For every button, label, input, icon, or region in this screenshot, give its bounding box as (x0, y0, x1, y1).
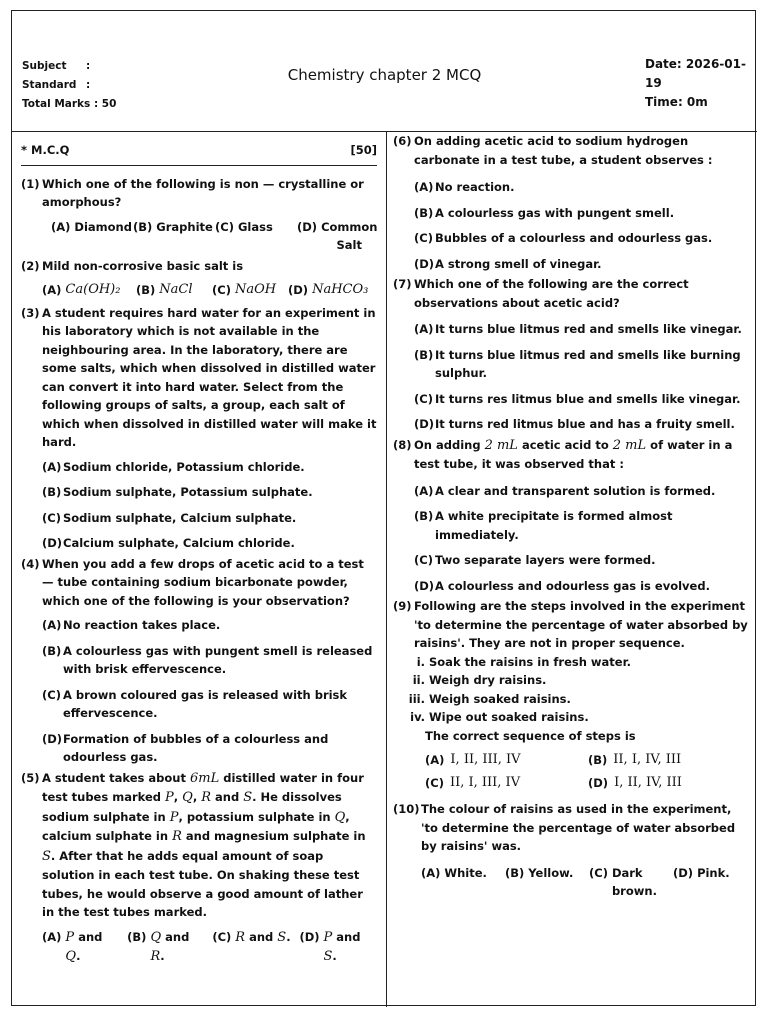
question-text: When you add a few drops of acetic acid to a test — tube containing sodium bicarbonate powder, which one of the following is your observation? (42, 556, 364, 608)
option[interactable]: (B) Graphite (133, 219, 213, 234)
option[interactable]: (C) It turns res litmus blue and smells like vinegar. (414, 391, 741, 406)
question-6 (393, 132, 751, 169)
question-5 (21, 769, 377, 922)
step-item: iv. Wipe out soaked raisins. (410, 710, 589, 724)
paper-date-time (645, 55, 755, 112)
section-title: * M.C.Q (21, 143, 70, 157)
option[interactable]: (A) A clear and transparent solution is formed. (414, 483, 716, 498)
question-number: (1) (21, 176, 40, 191)
step-item: ii. Weigh dry raisins. (412, 673, 547, 687)
question-text: The colour of raisins as used in the experiment, 'to determine the percentage of water absorbed by raisins' was. (421, 802, 736, 853)
option[interactable]: (C) Glass (215, 219, 273, 234)
option[interactable]: (A) Ca(OH)₂ (42, 282, 121, 297)
question-text: Following are the steps involved in the experiment 'to determine the percentage of water absorbed by raisins'. They are not in proper sequence. (414, 599, 748, 650)
question-number: (4) (21, 556, 40, 571)
question-number: (6) (393, 134, 412, 148)
option[interactable]: (D) Calcium sulphate, Calcium chloride. (42, 536, 295, 550)
option[interactable]: (D) It turns red litmus blue and has a fruity smell. (414, 417, 735, 431)
option[interactable]: (C) A brown coloured gas is released with brisk effervescence. (42, 687, 348, 720)
question-1 (21, 175, 377, 212)
option[interactable]: (D) NaHCO₃ (288, 282, 369, 297)
option[interactable]: (B) Q and R. (127, 929, 190, 964)
option[interactable]: (C) Bubbles of a colourless and odourless gas. (414, 231, 713, 245)
option[interactable]: (A) Diamond (51, 219, 132, 234)
option[interactable]: (B) A colourless gas with pungent smell is released with brisk effervescence. (42, 643, 373, 676)
question-text: Which one of the following are the correct observations about acetic acid? (414, 277, 689, 310)
option[interactable]: (C) Two separate layers were formed. (414, 553, 656, 567)
question-text: A student takes about 6mL distilled water in four test tubes marked P, Q, R and S. He dissolves sodium sulphate in P, potassium sulphate in Q, calcium sulphate in R and magnesium sulphate in S. After that he adds equal amount of soap solution in each test tube. On shaking these test tubes, he would observe a good amount of lather in the test tubes marked. (42, 770, 366, 919)
options-q1 (51, 218, 377, 255)
question-number: (2) (21, 258, 40, 273)
question-text: On adding 2 mL acetic acid to 2 mL of water in a test tube, it was observed that : (414, 437, 733, 471)
options-q9 (425, 751, 751, 796)
column-divider (386, 131, 387, 1007)
option[interactable]: (C) II, I, III, IV (425, 774, 521, 790)
question-9-tail: The correct sequence of steps is (425, 728, 636, 743)
subject-value: : (86, 60, 91, 72)
question-2 (21, 257, 377, 276)
option[interactable]: (D) Pink. (673, 865, 730, 880)
question-4 (21, 555, 377, 611)
paper-date: Date: 2026-01-19 (645, 57, 746, 90)
right-column (393, 132, 751, 905)
question-number: (7) (393, 277, 412, 291)
option[interactable]: (A) I, II, III, IV (425, 752, 521, 767)
options-q10 (421, 864, 751, 901)
question-3 (21, 304, 377, 452)
option[interactable]: (B) NaCl (136, 282, 193, 297)
option[interactable]: (A) No reaction. (414, 180, 515, 194)
question-number: (10) (393, 802, 420, 816)
question-number: (8) (393, 437, 412, 452)
question-10 (393, 800, 751, 856)
section-marks: [50] (350, 143, 377, 157)
option[interactable]: (B) It turns blue litmus red and smells like burning sulphur. (414, 347, 741, 380)
option[interactable]: (D) P and S. (299, 929, 361, 964)
option[interactable]: (D) A colourless and odourless gas is evolved. (414, 578, 710, 593)
option[interactable]: (C) R and S. (212, 929, 291, 945)
standard-label: Standard (22, 79, 77, 91)
option[interactable]: (A) No reaction takes place. (42, 618, 221, 632)
paper-time: Time: 0m (645, 95, 708, 109)
question-text: Which one of the following is non — crystalline or amorphous? (42, 176, 364, 209)
option[interactable]: (B) Yellow. (505, 865, 574, 880)
options-q5 (42, 928, 377, 967)
option[interactable]: (D) I, II, IV, III (588, 774, 682, 790)
option[interactable]: (B) A colourless gas with pungent smell. (414, 205, 675, 220)
question-8 (393, 436, 751, 474)
step-item: iii. Weigh soaked raisins. (408, 691, 571, 706)
step-item: i. Soak the raisins in fresh water. (416, 654, 632, 669)
question-number: (9) (393, 599, 412, 613)
option[interactable]: (C) Dark brown. (589, 865, 657, 898)
option[interactable]: (A) Sodium chloride, Potassium chloride. (42, 459, 305, 474)
question-7 (393, 275, 751, 312)
option[interactable]: (B) A white precipitate is formed almost immediately. (414, 509, 673, 542)
standard-value: : (86, 79, 91, 91)
question-text: On adding acetic acid to sodium hydrogen carbonate in a test tube, a student observes : (414, 134, 713, 167)
option[interactable]: (A) White. (421, 865, 487, 880)
option[interactable]: (B) Sodium sulphate, Potassium sulphate. (42, 485, 313, 499)
option[interactable]: (C) Sodium sulphate, Calcium sulphate. (42, 510, 297, 525)
question-9 (393, 597, 751, 653)
question-number: (3) (21, 305, 40, 320)
option[interactable]: (B) II, I, IV, III (588, 752, 682, 767)
question-text: A student requires hard water for an experiment in his laboratory which is not available in the neighbouring area. In the laboratory, there are some salts, which when dissolved in distilled water can convert it into hard water. Select from the following groups of salts, a group, each salt of which when dissolved in distilled water will make it hard. (42, 305, 377, 449)
question-paper (11, 10, 756, 1006)
left-column (21, 141, 377, 971)
options-q2 (42, 281, 377, 300)
option[interactable]: (A) It turns blue litmus red and smells like vinegar. (414, 322, 742, 336)
paper-title: Chemistry chapter 2 MCQ (287, 66, 482, 84)
option[interactable]: (D) A strong smell of vinegar. (414, 256, 602, 271)
option[interactable]: (D) Common Salt (297, 219, 378, 252)
subject-label: Subject (22, 60, 67, 72)
option[interactable]: (A) P and Q. (42, 929, 103, 964)
option[interactable]: (D) Formation of bubbles of a colourless and odourless gas. (42, 731, 329, 764)
question-number: (5) (21, 770, 40, 785)
option[interactable]: (C) NaOH (212, 282, 277, 297)
question-text: Mild non-corrosive basic salt is (42, 258, 244, 273)
section-header (21, 141, 377, 166)
total-marks: Total Marks : 50 (22, 98, 117, 110)
